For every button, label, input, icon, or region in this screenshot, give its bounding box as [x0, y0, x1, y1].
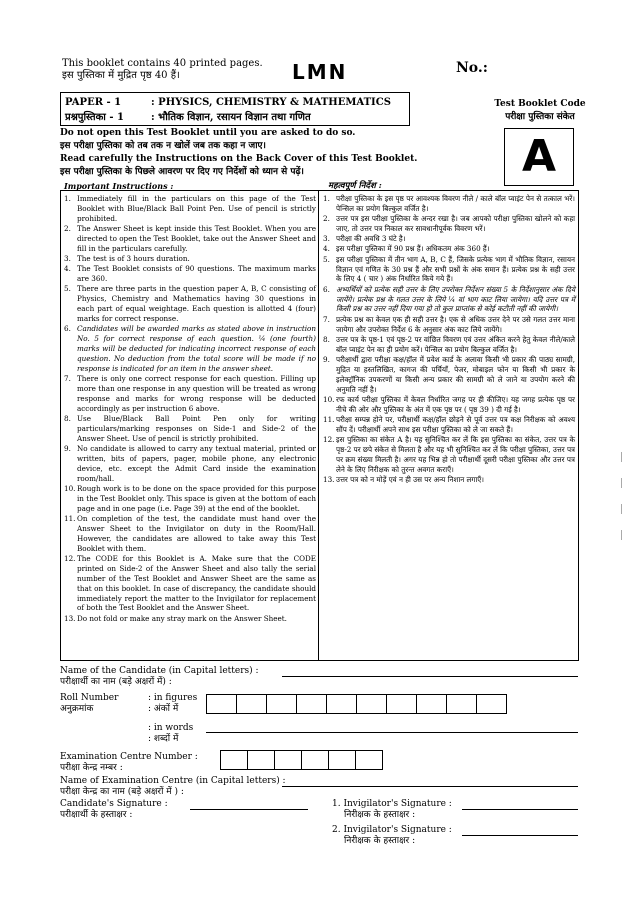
centre-name-label-hi: परीक्षा केन्द्र का नाम (बड़े अक्षरों में ) : — [60, 787, 184, 797]
instruction-number: 3. — [323, 234, 330, 244]
margin-tick — [621, 530, 622, 540]
candidate-signature-field[interactable] — [190, 809, 308, 810]
roll-digit-box[interactable] — [236, 694, 267, 714]
booklet-pages-en: This booklet contains 40 printed pages. — [62, 58, 263, 69]
instructions-english — [64, 194, 316, 624]
instruction-en-2 — [64, 224, 316, 254]
candidate-name-field[interactable] — [282, 676, 578, 677]
instruction-text: There is only one correct response for each question. Filling up more than one response in any question will be treated as wrong response and marks for wrong response will be deducted accordingly as per instruction 6 above. — [77, 374, 316, 413]
column-divider — [318, 190, 319, 661]
centre-number-label-hi: परीक्षा केन्द्र नम्बर : — [60, 763, 123, 773]
centre-name-field[interactable] — [282, 786, 578, 787]
instruction-hi-8 — [323, 335, 575, 355]
roll-in-words-field[interactable] — [206, 732, 578, 733]
instruction-en-9 — [64, 444, 316, 484]
roll-digit-box[interactable] — [416, 694, 447, 714]
instruction-number: 7. — [323, 314, 330, 324]
instruction-text: उत्तर पत्र इस परीक्षा पुस्तिका के अन्दर रखा है। जब आपको परीक्षा पुस्तिका खोलने को कहा जाए, तो उत्तर पत्र निकाल कर सावधानीपूर्वक विवरण भरें। — [336, 214, 575, 234]
instruction-number: 8. — [323, 334, 330, 344]
instruction-en-12 — [64, 554, 316, 613]
booklet-code-label-en: Test Booklet Code — [494, 99, 586, 109]
roll-digit-box[interactable] — [446, 694, 477, 714]
invigilator2-signature-label-en: 2. Invigilator's Signature : — [332, 825, 452, 835]
warning-line: इस परीक्षा पुस्तिका के पिछले आवरण पर दिए गए निर्देशों को ध्यान से पढ़ें। — [60, 167, 304, 177]
booklet-info — [62, 58, 263, 82]
booklet-code-letter: A — [504, 128, 574, 186]
warning-line: इस परीक्षा पुस्तिका को तब तक न खोलें जब तक कहा न जाए। — [60, 141, 266, 151]
instruction-text: There are three parts in the question paper A, B, C consisting of Physics, Chemistry and Mathematics having 30 questions in each part of equal weightage. Each question is allotted 4 (four) marks for correct response. — [77, 284, 316, 324]
instruction-number: 5. — [64, 284, 71, 294]
candidate-signature-label-en: Candidate's Signature : — [60, 799, 168, 809]
instruction-en-3 — [64, 254, 316, 264]
instruction-text: The CODE for this Booklet is A. Make sure that the CODE printed on Side-2 of the Answer Sheet and also tally the serial number of the Test Booklet and Answer Sheet are the same as that on this booklet. In case of discrepancy, the candidate should immediately report the matter to the Invigilator for replacement of both the Test Booklet and the Answer Sheet. — [77, 553, 316, 613]
instruction-hi-1 — [323, 194, 575, 214]
centre-name-label-en: Name of Examination Centre (in Capital letters) : — [60, 776, 286, 786]
instruction-number: 2. — [64, 224, 71, 234]
paper-key-hi: प्रश्नपुस्तिका - 1 — [65, 112, 124, 123]
in-figures-label-hi: : अंकों में — [148, 704, 179, 714]
instruction-en-10 — [64, 484, 316, 514]
instruction-text: परीक्षा पुस्तिका के इस पृष्ठ पर आवश्यक विवरण नीले / काले बॉल प्वाइंट पेन से तत्काल भरें। पेन्सिल का प्रयोग बिल्कुल वर्जित है। — [336, 194, 575, 213]
instructions-hindi — [323, 194, 575, 485]
instruction-number: 11. — [323, 414, 335, 424]
important-label-hi: महत्वपूर्ण निर्देश : — [328, 181, 382, 191]
margin-tick — [621, 478, 622, 488]
instruction-text: उत्तर पत्र को न मोड़ें एवं न ही उस पर अन्य निशान लगाएँ। — [336, 474, 484, 484]
instruction-text: No candidate is allowed to carry any textual material, printed or written, bits of papers, pager, mobile phone, any electronic device, etc. except the Admit Card inside the examination room/hall. — [77, 444, 316, 483]
invigilator2-signature-label-hi: निरीक्षक के हस्ताक्षर : — [344, 836, 416, 846]
booklet-code-label — [490, 98, 590, 124]
instruction-number: 1. — [323, 194, 330, 203]
instruction-text: Rough work is to be done on the space provided for this purpose in the Test Booklet only. This space is given at the bottom of each page and in one page (i.e. Page 39) at the end of the booklet. — [77, 483, 316, 513]
booklet-code-label-hi: परीक्षा पुस्तिका संकेत — [505, 112, 575, 122]
instruction-text: उत्तर पत्र के पृष्ठ-1 एवं पृष्ठ-2 पर वांछित विवरण एवं उत्तर अंकित करने हेतु केवल नीले/काले बॉल प्वाइंट पेन का ही प्रयोग करें। पेन्सिल का प्रयोग बिल्कुल वर्जित है। — [336, 334, 575, 354]
roll-digit-box[interactable] — [266, 694, 297, 714]
instruction-hi-13 — [323, 475, 575, 485]
instruction-hi-7 — [323, 315, 575, 335]
roll-digit-box[interactable] — [326, 694, 357, 714]
instruction-text: इस परीक्षा पुस्तिका में 90 प्रश्न हैं। अधिकतम अंक 360 हैं। — [336, 244, 490, 254]
instruction-hi-3 — [323, 234, 575, 244]
instruction-number: 3. — [64, 254, 71, 264]
instructions-box — [60, 190, 579, 661]
instruction-hi-11 — [323, 415, 575, 435]
instruction-en-8 — [64, 414, 316, 444]
centre-digit-box[interactable] — [355, 750, 383, 770]
instruction-number: 1. — [64, 194, 71, 203]
warning-line: Do not open this Test Booklet until you are asked to do so. — [60, 128, 356, 138]
important-label-en: Important Instructions : — [64, 181, 174, 191]
instruction-text: Use Blue/Black Ball Point Pen only for writing particulars/marking responses on Side-1 and Side-2 of the Answer Sheet. Use of pencil is strictly prohibited. — [77, 414, 316, 443]
roll-number-label-hi: अनुक्रमांक — [60, 704, 94, 714]
instruction-hi-10 — [323, 395, 575, 415]
instruction-number: 13. — [323, 474, 335, 484]
instruction-hi-4 — [323, 244, 575, 254]
instruction-text: Do not fold or make any stray mark on the Answer Sheet. — [77, 613, 287, 623]
roll-digit-box[interactable] — [296, 694, 327, 714]
instruction-en-11 — [64, 514, 316, 554]
paper-subjects-hi: : भौतिक विज्ञान, रसायन विज्ञान तथा गणित — [151, 112, 311, 123]
centre-digit-box[interactable] — [220, 750, 248, 770]
instruction-text: प्रत्येक प्रश्न का केवल एक ही सही उत्तर है। एक से अधिक उत्तर देने पर उसे गलत उत्तर माना जायेगा और उपरोक्त निर्देश 6 के अनुसार अंक काट लिये जायेंगे। — [336, 314, 575, 334]
warning-line: Read carefully the Instructions on the Back Cover of this Test Booklet. — [60, 154, 418, 164]
instruction-text: इस पुस्तिका का संकेत A है। यह सुनिश्चित कर लें कि इस पुस्तिका का संकेत, उत्तर पत्र के पृष्ठ-2 पर छपे संकेत से मिलता है और यह भी सुनिश्चित कर लें कि परीक्षा पुस्तिका, उत्तर पत्र पर क्रम संख्या मिलती है। अगर यह भिन्न हो तो परीक्षार्थी दूसरी परीक्षा पुस्तिका और उत्तर पत्र लेने के लिए निरीक्षक को तुरन्त अवगत कराएँ। — [336, 435, 575, 474]
instruction-number: 6. — [323, 284, 330, 294]
instruction-text: The test is of 3 hours duration. — [77, 254, 190, 264]
instruction-text: On completion of the test, the candidate must hand over the Answer Sheet to the Invigilator on duty in the Room/Hall. However, the candidates are allowed to take away this Test Booklet with them. — [77, 513, 316, 553]
instruction-number: 10. — [323, 394, 335, 404]
instruction-number: 12. — [323, 435, 335, 445]
warnings — [60, 127, 500, 179]
instruction-text: परीक्षा सम्पन्न होने पर, परीक्षार्थी कक्ष/हॉल छोड़ने से पूर्व उत्तर पत्र कक्ष निरीक्षक को अवश्य सौंप दें। परीक्षार्थी अपने साथ इस परीक्षा पुस्तिका को ले जा सकते हैं। — [336, 414, 575, 434]
instruction-en-1 — [64, 194, 316, 224]
instruction-number: 12. — [64, 553, 76, 563]
margin-tick — [621, 452, 622, 462]
roll-digit-box[interactable] — [386, 694, 417, 714]
in-words-label-hi: : शब्दों में — [148, 734, 179, 744]
instruction-hi-12 — [323, 435, 575, 475]
instruction-number: 4. — [64, 264, 71, 274]
candidate-signature-label-hi: परीक्षार्थी के हस्ताक्षर : — [60, 810, 133, 820]
instruction-number: 5. — [323, 254, 330, 264]
invigilator2-signature-field[interactable] — [462, 835, 578, 836]
instruction-text: रफ कार्य परीक्षा पुस्तिका में केवल निर्धारित जगह पर ही कीजिए। यह जगह प्रत्येक पृष्ठ पर नीचे की ओर और पुस्तिका के अंत में एक पृष्ठ पर ( पृष्ठ 39 ) दी गई है। — [336, 394, 575, 414]
roll-digit-box[interactable] — [356, 694, 387, 714]
instruction-text: Immediately fill in the particulars on this page of the Test Booklet with Blue/Black Ball Point Pen. Use of pencil is strictly prohibited. — [77, 194, 316, 223]
centre-digit-box[interactable] — [274, 750, 302, 770]
booklet-number-label: No.: — [456, 60, 488, 76]
instruction-hi-2 — [323, 214, 575, 234]
instruction-number: 4. — [323, 244, 330, 254]
centre-digit-box[interactable] — [328, 750, 356, 770]
roll-digit-box[interactable] — [206, 694, 237, 714]
instruction-number: 11. — [64, 513, 76, 523]
instruction-text: The Test Booklet consists of 90 questions. The maximum marks are 360. — [77, 264, 316, 284]
paper-key-en: PAPER - 1 — [65, 97, 122, 108]
in-figures-label-en: : in figures — [148, 693, 198, 703]
instruction-text: परीक्षा की अवधि 3 घंटे है। — [336, 234, 406, 244]
instruction-number: 9. — [64, 444, 71, 454]
roll-number-label-en: Roll Number — [60, 693, 119, 703]
instruction-hi-9 — [323, 355, 575, 395]
roll-digit-box[interactable] — [476, 694, 507, 714]
instruction-en-5 — [64, 284, 316, 324]
instruction-number: 2. — [323, 214, 330, 224]
series-code: LMN — [292, 60, 348, 84]
paper-subjects-en: : PHYSICS, CHEMISTRY & MATHEMATICS — [151, 97, 391, 108]
instruction-number: 10. — [64, 483, 76, 493]
instruction-text: परीक्षार्थी द्वारा परीक्षा कक्ष/हॉल में प्रवेश कार्ड के अलावा किसी भी प्रकार की पाठ्य सामग्री, मुद्रित या हस्तलिखित, कागज की पर्चियाँ, पेजर, मोबाइल फोन या किसी भी प्रकार के इलेक्ट्रॉनिक उपकरणों या किसी अन्य प्रकार की सामग्री को ले जाने या उपयोग करने की अनुमति नहीं है। — [336, 354, 575, 394]
instruction-number: 6. — [64, 324, 71, 334]
candidate-name-label-hi: परीक्षार्थी का नाम (बड़े अक्षरों में) : — [60, 677, 172, 687]
centre-digit-box[interactable] — [301, 750, 329, 770]
instruction-number: 13. — [64, 613, 76, 623]
in-words-label-en: : in words — [148, 723, 194, 733]
instruction-text: अभ्यर्थियों को प्रत्येक सही उत्तर के लिए उपरोक्त निर्देशन संख्या 5 के निर्देशानुसार अंक दिये जायेंगे। प्रत्येक प्रश्न के गलत उत्तर के लिये ¼ वां भाग काट लिया जायेगा। यदि उत्तर पत्र में किसी प्रश्न का उत्तर नहीं दिया गया हो तो कुल प्राप्तांक से कोई कटौती नहीं की जायेगी। — [336, 284, 575, 314]
instruction-text: इस परीक्षा पुस्तिका में तीन भाग A, B, C हैं, जिसके प्रत्येक भाग में भौतिक विज्ञान, रसायन विज्ञान एवं गणित के 30 प्रश्न हैं और सभी प्रश्नों के अंक समान हैं। प्रत्येक प्रश्न के सही उत्तर के लिए 4 ( चार ) अंक निर्धारित किये गये हैं। — [336, 254, 575, 284]
instruction-text: The Answer Sheet is kept inside this Test Booklet. When you are directed to open the Test Booklet, take out the Answer Sheet and fill in the particulars carefully. — [77, 224, 316, 253]
invigilator1-signature-label-en: 1. Invigilator's Signature : — [332, 799, 452, 809]
candidate-name-label-en: Name of the Candidate (in Capital letters) : — [60, 666, 259, 676]
instruction-hi-6 — [323, 285, 575, 315]
instruction-hi-5 — [323, 255, 575, 285]
invigilator1-signature-label-hi: निरीक्षक के हस्ताक्षर : — [344, 810, 416, 820]
invigilator1-signature-field[interactable] — [462, 809, 578, 810]
margin-tick — [621, 504, 622, 514]
instruction-number: 9. — [323, 354, 330, 364]
instruction-en-7 — [64, 374, 316, 414]
instruction-en-13 — [64, 614, 316, 624]
centre-number-label-en: Examination Centre Number : — [60, 752, 198, 762]
instruction-en-4 — [64, 264, 316, 284]
instruction-en-6 — [64, 324, 316, 374]
booklet-pages-hi: इस पुस्तिका में मुद्रित पृष्ठ 40 हैं। — [62, 70, 180, 81]
instruction-text: Candidates will be awarded marks as stated above in instruction No. 5 for correct response of each question. ¼ (one fourth) marks will be deducted for indicating incorrect response of each question. No deduction from the total score will be made if no response is indicated for an item in the answer sheet. — [77, 324, 316, 373]
paper-title-box — [60, 92, 410, 126]
centre-digit-box[interactable] — [247, 750, 275, 770]
instruction-number: 7. — [64, 374, 71, 384]
instruction-number: 8. — [64, 414, 71, 424]
